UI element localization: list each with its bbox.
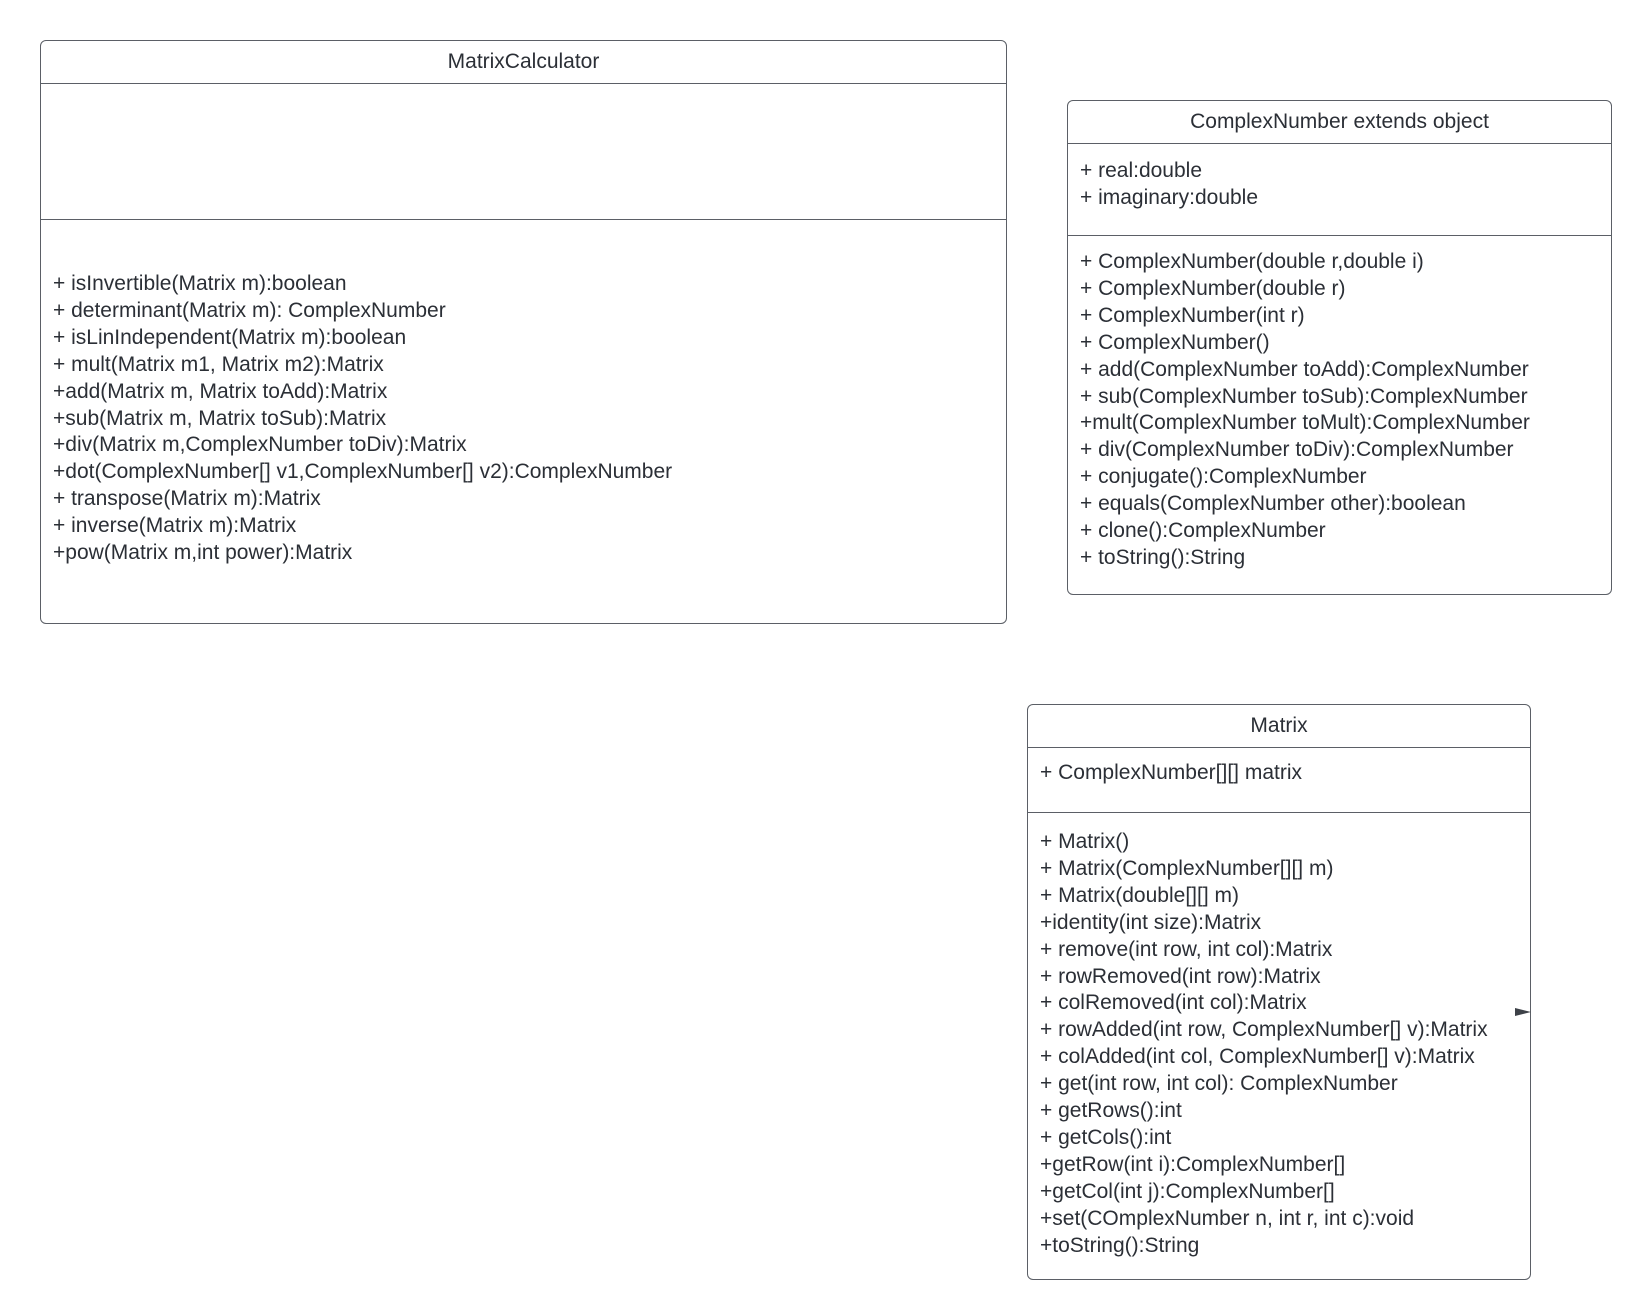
operation-line: + colAdded(int col, ComplexNumber[] v):Matrix — [1040, 1045, 1475, 1069]
operation-line: + equals(ComplexNumber other):boolean — [1080, 492, 1466, 516]
operation-line: + conjugate():ComplexNumber — [1080, 465, 1367, 489]
operation-line: + rowRemoved(int row):Matrix — [1040, 964, 1321, 988]
operation-line: +add(Matrix m, Matrix toAdd):Matrix — [53, 379, 388, 403]
attribute-line: + imaginary:double — [1080, 185, 1259, 209]
operation-line: + get(int row, int col): ComplexNumber — [1040, 1072, 1398, 1096]
operation-line: + getCols():int — [1040, 1125, 1172, 1149]
operation-line: + sub(ComplexNumber toSub):ComplexNumber — [1080, 384, 1528, 408]
operation-line: +dot(ComplexNumber[] v1,ComplexNumber[] v2):ComplexNumber — [53, 460, 673, 484]
operation-line: + isInvertible(Matrix m):boolean — [53, 272, 347, 295]
operation-line: +pow(Matrix m,int power):Matrix — [53, 541, 353, 565]
operation-line: + mult(Matrix m1, Matrix m2):Matrix — [53, 352, 384, 376]
class-name: MatrixCalculator — [41, 41, 1006, 84]
operation-line: +set(COmplexNumber n, int r, int c):void — [1040, 1206, 1415, 1230]
operation-line: + ComplexNumber(double r) — [1080, 276, 1346, 300]
operation-line: + ComplexNumber(double r,double i) — [1080, 250, 1424, 273]
operation-line: +toString():String — [1040, 1233, 1200, 1257]
operation-line: + add(ComplexNumber toAdd):ComplexNumber — [1080, 357, 1529, 381]
operation-line: + Matrix() — [1040, 830, 1130, 853]
operation-line: + remove(int row, int col):Matrix — [1040, 937, 1333, 961]
operation-line: + toString():String — [1080, 545, 1246, 569]
operation-line: + getRows():int — [1040, 1099, 1182, 1123]
operation-line: + div(ComplexNumber toDiv):ComplexNumber — [1080, 438, 1514, 462]
class-name: Matrix — [1028, 705, 1530, 748]
operation-line: + Matrix(double[][] m) — [1040, 883, 1239, 907]
operation-line: +identity(int size):Matrix — [1040, 910, 1262, 934]
operation-line: + determinant(Matrix m): ComplexNumber — [53, 298, 446, 322]
operation-line: + clone():ComplexNumber — [1080, 519, 1326, 543]
operation-line: +mult(ComplexNumber toMult):ComplexNumber — [1080, 411, 1530, 435]
attribute-line: + ComplexNumber[][] matrix — [1040, 761, 1302, 784]
operation-line: + Matrix(ComplexNumber[][] m) — [1040, 856, 1334, 880]
operation-line: + colRemoved(int col):Matrix — [1040, 991, 1307, 1015]
class-name: ComplexNumber extends object — [1068, 101, 1611, 144]
operation-line: +getRow(int i):ComplexNumber[] — [1040, 1152, 1346, 1176]
operation-line: + ComplexNumber(int r) — [1080, 303, 1305, 327]
attribute-line: + real:double — [1080, 159, 1203, 182]
operation-line: + ComplexNumber() — [1080, 330, 1270, 354]
operation-line: + rowAdded(int row, ComplexNumber[] v):Matrix — [1040, 1018, 1488, 1042]
arrowhead-shape — [1515, 1008, 1531, 1016]
operation-line: + transpose(Matrix m):Matrix — [53, 487, 321, 511]
operation-line: +div(Matrix m,ComplexNumber toDiv):Matrix — [53, 433, 467, 457]
operation-line: + isLinIndependent(Matrix m):boolean — [53, 325, 407, 349]
operation-line: +getCol(int j):ComplexNumber[] — [1040, 1179, 1335, 1203]
operation-line: + inverse(Matrix m):Matrix — [53, 514, 297, 538]
operation-line: +sub(Matrix m, Matrix toSub):Matrix — [53, 406, 387, 430]
